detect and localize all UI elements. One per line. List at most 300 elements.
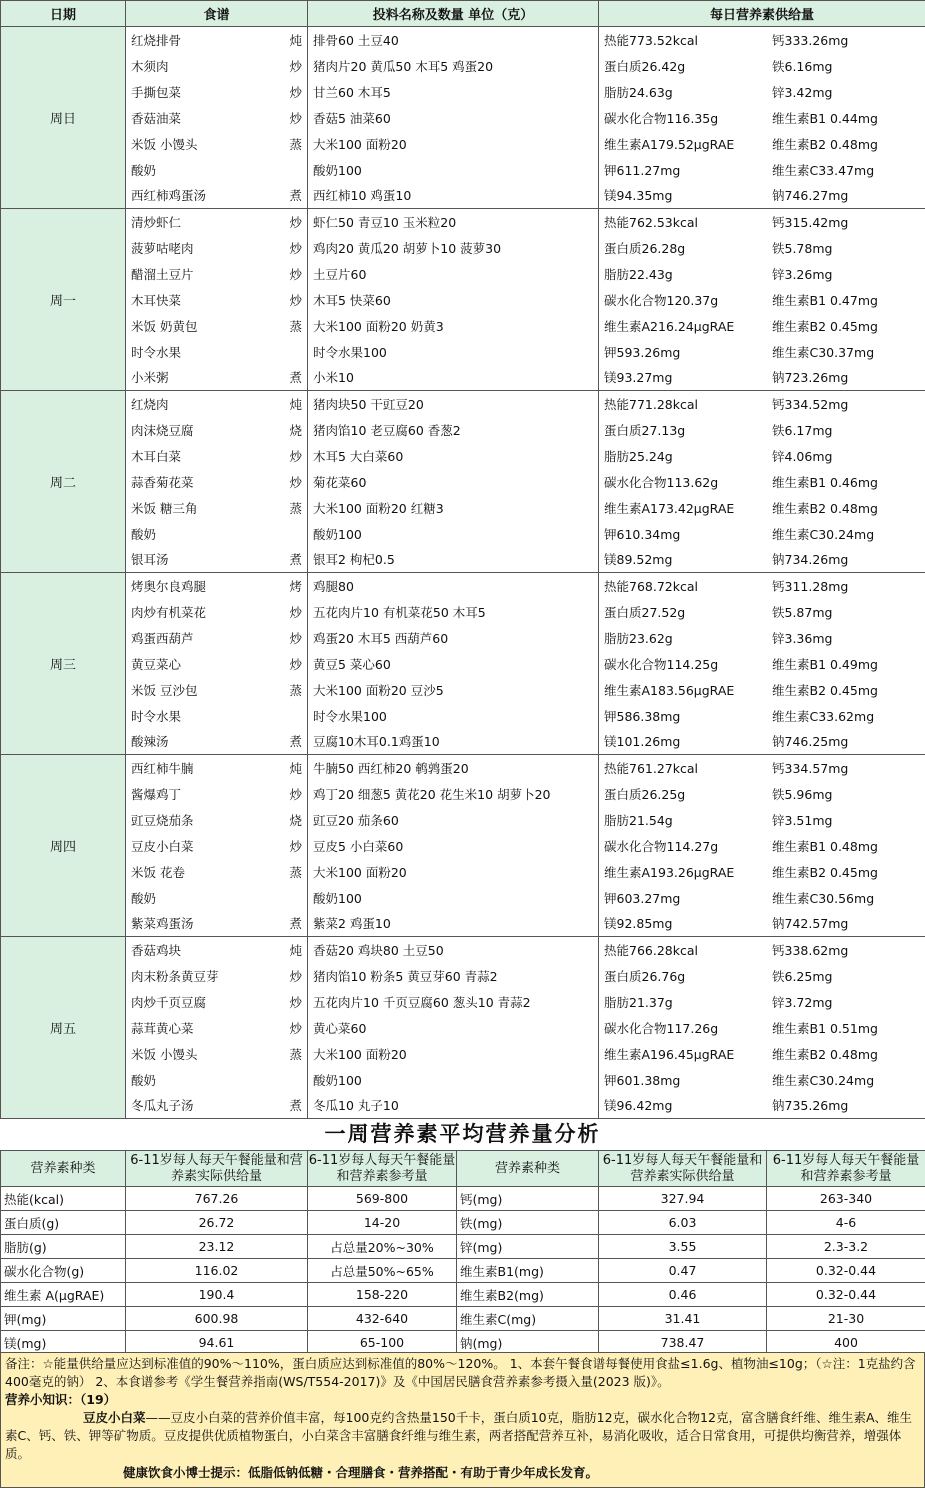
nutrition-line [604, 759, 920, 777]
ingredients-cell: 甘兰60 木耳5 [308, 79, 599, 105]
nutrient-name: 碳水化合物(g) [1, 1259, 126, 1283]
nutrient-value-2: 锌3.42mg [772, 84, 833, 100]
dish-line [131, 811, 302, 829]
menu-row [1, 209, 925, 235]
nutrition-cell [599, 157, 925, 183]
actual-value-2: 0.47 [599, 1259, 767, 1283]
nutrition-line [604, 265, 920, 283]
day-label: 周三 [1, 573, 126, 755]
nutrient-value-2: 维生素C30.37mg [772, 344, 875, 360]
dish-name: 蒜香菊花菜 [131, 474, 194, 490]
nutrient-analysis-table [0, 1150, 925, 1355]
nutrient-value-1: 镁101.26mg [604, 734, 681, 750]
nutrition-cell [599, 365, 925, 391]
dish-name: 肉炒有机菜花 [131, 604, 207, 620]
nutrient-value-2: 锌3.36mg [772, 630, 833, 646]
dish-name: 酸奶 [131, 162, 157, 178]
dish-cell [126, 911, 308, 937]
nutrient-value-1: 热能773.52kcal [604, 32, 698, 48]
dish-line [131, 499, 302, 517]
menu-row [1, 963, 925, 989]
analysis-row [1, 1283, 925, 1307]
nutrient-value-2: 钙338.62mg [772, 942, 849, 958]
cook-method: 炖 [289, 396, 302, 412]
nutrition-line [604, 135, 920, 153]
dish-cell [126, 365, 308, 391]
menu-row [1, 157, 925, 183]
dish-name: 米饭 小馒头 [131, 1046, 198, 1062]
dish-cell [126, 261, 308, 287]
nutrient-value-2: 钠746.25mg [772, 734, 849, 750]
nutrition-line [604, 1071, 920, 1089]
nutrition-line [604, 368, 920, 386]
dish-line [131, 707, 302, 725]
nutrient-value-2: 铁6.16mg [772, 58, 833, 74]
dish-name: 烤奥尔良鸡腿 [131, 578, 207, 594]
ingredients-cell: 大米100 面粉20 [308, 859, 599, 885]
dish-name: 醋溜土豆片 [131, 266, 194, 282]
dish-line [131, 186, 302, 204]
reference-value: 14-20 [308, 1211, 457, 1235]
menu-row [1, 391, 925, 417]
nutrient-value-2: 维生素B2 0.48mg [772, 500, 878, 516]
dish-name: 酸辣汤 [131, 734, 169, 750]
nutrition-line [604, 499, 920, 517]
actual-value: 190.4 [126, 1283, 308, 1307]
dish-cell [126, 1041, 308, 1067]
nutrient-value-1: 热能766.28kcal [604, 942, 698, 958]
nutrient-value-2: 锌4.06mg [772, 448, 833, 464]
dish-name: 清炒虾仁 [131, 214, 182, 230]
nutrient-name: 镁(mg) [1, 1331, 126, 1355]
ingredients-cell: 牛腩50 西红柿20 鹌鹑蛋20 [308, 755, 599, 781]
nutrient-value-2: 铁6.25mg [772, 968, 833, 984]
nutrition-cell [599, 79, 925, 105]
nutrition-line [604, 732, 920, 750]
ingredients-cell: 猪肉馅10 老豆腐60 香葱2 [308, 417, 599, 443]
analysis-row [1, 1235, 925, 1259]
nutrition-line [604, 811, 920, 829]
dish-name: 肉末粉条黄豆芽 [131, 968, 219, 984]
menu-row [1, 521, 925, 547]
actual-value: 26.72 [126, 1211, 308, 1235]
nutrient-value-1: 碳水化合物116.35g [604, 110, 719, 126]
dish-cell [126, 391, 308, 417]
nutrition-line [604, 343, 920, 361]
cook-method: 蒸 [289, 1046, 302, 1062]
nutrient-value-1: 热能771.28kcal [604, 396, 698, 412]
analysis-body [1, 1187, 925, 1355]
menu-row [1, 469, 925, 495]
nutrition-cell [599, 911, 925, 937]
menu-row [1, 261, 925, 287]
nutrition-line [604, 395, 920, 413]
day-label: 周一 [1, 209, 126, 391]
menu-row [1, 1015, 925, 1041]
menu-row [1, 547, 925, 573]
nutrition-cell [599, 937, 925, 963]
dish-cell [126, 651, 308, 677]
menu-row [1, 1093, 925, 1119]
dish-cell [126, 521, 308, 547]
actual-value-2: 0.46 [599, 1283, 767, 1307]
menu-row [1, 287, 925, 313]
nutrition-line [604, 967, 920, 985]
dish-line [131, 1045, 302, 1063]
menu-row [1, 339, 925, 365]
dish-cell [126, 1067, 308, 1093]
nutrient-value-1: 维生素A183.56μgRAE [604, 682, 735, 698]
reference-value: 65-100 [308, 1331, 457, 1355]
nutrient-value-1: 蛋白质26.25g [604, 786, 686, 802]
menu-row [1, 885, 925, 911]
dish-line [131, 759, 302, 777]
dish-line [131, 265, 302, 283]
dish-name: 菠萝咕咾肉 [131, 240, 194, 256]
nutrition-line [604, 213, 920, 231]
nutrition-line [604, 681, 920, 699]
nutrient-value-1: 热能768.72kcal [604, 578, 698, 594]
nutrient-value-2: 钙333.26mg [772, 32, 849, 48]
analysis-title: 一周营养素平均营养量分析 [324, 1121, 601, 1146]
reference-value: 432-640 [308, 1307, 457, 1331]
nutrient-value-2: 维生素B1 0.51mg [772, 1020, 878, 1036]
dish-name: 米饭 糖三角 [131, 500, 198, 516]
nutrition-line [604, 421, 920, 439]
cook-method: 烧 [289, 422, 302, 438]
dish-line [131, 655, 302, 673]
dish-line [131, 993, 302, 1011]
menu-row [1, 105, 925, 131]
nutrition-cell [599, 729, 925, 755]
nutrient-value-1: 镁89.52mg [604, 552, 673, 568]
cook-method: 炒 [289, 240, 302, 256]
menu-row [1, 417, 925, 443]
nutrition-cell [599, 521, 925, 547]
nutrient-value-1: 维生素A196.45μgRAE [604, 1046, 735, 1062]
dish-name: 小米粥 [131, 370, 169, 386]
analysis-row [1, 1187, 925, 1211]
nutrient-value-1: 维生素A216.24μgRAE [604, 318, 735, 334]
nutrient-value-2: 维生素C30.24mg [772, 526, 875, 542]
analysis-row [1, 1211, 925, 1235]
dish-cell [126, 885, 308, 911]
nutrient-value-1: 碳水化合物113.62g [604, 474, 719, 490]
nutrient-value-2: 维生素C30.56mg [772, 890, 875, 906]
ingredients-cell: 五花肉片10 有机菜花50 木耳5 [308, 599, 599, 625]
nutrient-value-1: 脂肪22.43g [604, 266, 673, 282]
dish-cell [126, 157, 308, 183]
nutrient-value-2: 维生素B1 0.47mg [772, 292, 878, 308]
nutrition-line [604, 161, 920, 179]
cook-method: 炖 [289, 32, 302, 48]
dish-name: 酱爆鸡丁 [131, 786, 182, 802]
dish-name: 豇豆烧茄条 [131, 812, 194, 828]
cook-method: 炒 [289, 968, 302, 984]
nutrient-value-2: 钙315.42mg [772, 214, 849, 230]
cook-method: 炒 [289, 110, 302, 126]
cook-method: 炒 [289, 656, 302, 672]
reference-value-2: 0.32-0.44 [767, 1259, 925, 1283]
ingredients-cell: 鸡蛋20 木耳5 西葫芦60 [308, 625, 599, 651]
nutrient-name-2: 铁(mg) [457, 1211, 599, 1235]
dish-line [131, 603, 302, 621]
day-label: 周二 [1, 391, 126, 573]
actual-value-2: 3.55 [599, 1235, 767, 1259]
remark-text: 备注：☆能量供给量应达到标准值的90%～110%，蛋白质应达到标准值的80%～120%。 1、本套午餐食谱每餐使用食盐≤1.6g、植物油≤10g；（☆注：1克盐约含400毫克的钠） 2、本食谱参考《学生餐营养指南(WS/T554-2017)》及《中国居民膳食营养素参考摄入量(2023 版)》。 [5, 1356, 916, 1389]
nutrient-value-2: 钠735.26mg [772, 1098, 849, 1114]
dish-name: 红烧排骨 [131, 32, 182, 48]
nutrient-value-1: 钾586.38mg [604, 708, 681, 724]
menu-row [1, 131, 925, 157]
nutrition-line [604, 473, 920, 491]
nutrition-cell [599, 391, 925, 417]
ingredients-cell: 猪肉片20 黄瓜50 木耳5 鸡蛋20 [308, 53, 599, 79]
ingredients-cell: 五花肉片10 千页豆腐60 葱头10 青蒜2 [308, 989, 599, 1015]
menu-row [1, 807, 925, 833]
nutrition-cell [599, 495, 925, 521]
nutrient-value-1: 碳水化合物117.26g [604, 1020, 719, 1036]
nutrient-value-1: 镁92.85mg [604, 916, 673, 932]
ingredients-cell: 冬瓜10 丸子10 [308, 1093, 599, 1119]
header-nutrition: 每日营养素供给量 [599, 1, 925, 27]
nutrition-cell [599, 781, 925, 807]
dish-line [131, 239, 302, 257]
dish-cell [126, 1015, 308, 1041]
dish-cell [126, 235, 308, 261]
analysis-row [1, 1331, 925, 1355]
dish-line [131, 421, 302, 439]
ingredients-cell: 酸奶100 [308, 521, 599, 547]
dish-cell [126, 781, 308, 807]
reference-value-2: 21-30 [767, 1307, 925, 1331]
dish-line [131, 161, 302, 179]
dish-line [131, 732, 302, 750]
nutrient-name-2: 维生素B1(mg) [457, 1259, 599, 1283]
nutrient-value-1: 钾601.38mg [604, 1072, 681, 1088]
menu-row [1, 729, 925, 755]
cook-method: 蒸 [289, 136, 302, 152]
nutrient-value-1: 钾610.34mg [604, 526, 681, 542]
actual-value: 116.02 [126, 1259, 308, 1283]
dish-cell [126, 53, 308, 79]
ingredients-cell: 时令水果100 [308, 339, 599, 365]
ingredients-cell: 酸奶100 [308, 157, 599, 183]
nutrition-line [604, 577, 920, 595]
dish-cell [126, 677, 308, 703]
nutrition-line [604, 239, 920, 257]
cook-method: 蒸 [289, 318, 302, 334]
ingredients-cell: 大米100 面粉20 红糖3 [308, 495, 599, 521]
nutrition-cell [599, 443, 925, 469]
nutrient-value-1: 维生素A173.42μgRAE [604, 500, 735, 516]
menu-row [1, 677, 925, 703]
nutrition-cell [599, 677, 925, 703]
nutrient-name: 脂肪(g) [1, 1235, 126, 1259]
actual-value-2: 738.47 [599, 1331, 767, 1355]
dish-line [131, 550, 302, 568]
cook-method: 炒 [289, 448, 302, 464]
dish-cell [126, 859, 308, 885]
cook-method: 炖 [289, 942, 302, 958]
dish-cell [126, 755, 308, 781]
nutrient-value-2: 钠742.57mg [772, 916, 849, 932]
nutrient-name-2: 维生素C(mg) [457, 1307, 599, 1331]
nutrient-value-1: 热能761.27kcal [604, 760, 698, 776]
nutrition-line [604, 1045, 920, 1063]
dish-line [131, 914, 302, 932]
tip-body [5, 1409, 920, 1463]
ingredients-cell: 黄心菜60 [308, 1015, 599, 1041]
dish-line [131, 57, 302, 75]
header-ingredients: 投料名称及数量 单位（克） [308, 1, 599, 27]
tip-text: ——豆皮小白菜的营养价值丰富，每100克约含热量150千卡，蛋白质10克，脂肪12克，碳水化合物12克，富含膳食纤维、维生素A、维生素C、钙、铁、钾等矿物质。豆皮提供优质植物蛋白，小白菜含丰富膳食纤维与维生素，两者搭配营养互补，易消化吸收，适合日常食用，可提供均衡营养，增强体质。 [5, 1410, 913, 1461]
dish-name: 木须肉 [131, 58, 169, 74]
reference-value: 569-800 [308, 1187, 457, 1211]
nutrition-line [604, 109, 920, 127]
dish-line [131, 317, 302, 335]
nutrition-cell [599, 755, 925, 781]
nutrient-name-2: 钙(mg) [457, 1187, 599, 1211]
nutrient-name-2: 锌(mg) [457, 1235, 599, 1259]
header-recipe: 食谱 [126, 1, 308, 27]
dish-name: 红烧肉 [131, 396, 169, 412]
dish-line [131, 941, 302, 959]
cook-method: 蒸 [289, 864, 302, 880]
nutrition-cell [599, 989, 925, 1015]
dish-cell [126, 209, 308, 235]
ingredients-cell: 大米100 面粉20 [308, 131, 599, 157]
cook-method: 炒 [289, 474, 302, 490]
dish-line [131, 291, 302, 309]
nutrition-cell [599, 131, 925, 157]
nutrition-line [604, 525, 920, 543]
dish-cell [126, 79, 308, 105]
dish-line [131, 629, 302, 647]
ingredients-cell: 豆皮5 小白菜60 [308, 833, 599, 859]
nutrient-value-2: 维生素B2 0.45mg [772, 864, 878, 880]
nutrient-value-2: 钙334.52mg [772, 396, 849, 412]
ingredients-cell: 排骨60 土豆40 [308, 27, 599, 53]
tips-heading: 营养小知识：（19） [5, 1392, 117, 1407]
dish-line [131, 1096, 302, 1114]
nutrition-line [604, 889, 920, 907]
dish-name: 紫菜鸡蛋汤 [131, 916, 194, 932]
ingredients-cell: 虾仁50 青豆10 玉米粒20 [308, 209, 599, 235]
actual-value-2: 327.94 [599, 1187, 767, 1211]
notes-panel [0, 1352, 925, 1488]
dish-line [131, 368, 302, 386]
dish-line [131, 473, 302, 491]
nutrient-value-1: 热能762.53kcal [604, 214, 698, 230]
cook-method: 烧 [289, 812, 302, 828]
reference-value-2: 0.32-0.44 [767, 1283, 925, 1307]
ingredients-cell: 大米100 面粉20 [308, 1041, 599, 1067]
dish-cell [126, 963, 308, 989]
nutrition-line [604, 629, 920, 647]
dish-name: 肉炒千页豆腐 [131, 994, 207, 1010]
nutrient-value-2: 维生素B1 0.46mg [772, 474, 878, 490]
cook-method: 煮 [289, 552, 302, 568]
dish-name: 西红柿鸡蛋汤 [131, 188, 207, 204]
dish-line [131, 889, 302, 907]
menu-row [1, 1067, 925, 1093]
nutrient-value-1: 镁96.42mg [604, 1098, 673, 1114]
nutrient-value-1: 脂肪25.24g [604, 448, 673, 464]
nutrient-name-2: 维生素B2(mg) [457, 1283, 599, 1307]
nutrition-cell [599, 703, 925, 729]
nutrient-name-2: 钠(mg) [457, 1331, 599, 1355]
dish-cell [126, 729, 308, 755]
dish-name: 米饭 小馒头 [131, 136, 198, 152]
nutrition-cell [599, 209, 925, 235]
dish-name: 银耳汤 [131, 552, 169, 568]
nutrient-value-2: 锌3.26mg [772, 266, 833, 282]
cook-method: 炒 [289, 266, 302, 282]
nutrient-value-2: 锌3.72mg [772, 994, 833, 1010]
nutrition-cell [599, 573, 925, 599]
nutrient-value-2: 钠746.27mg [772, 188, 849, 204]
nutrition-line [604, 941, 920, 959]
menu-row [1, 443, 925, 469]
nutrition-line [604, 707, 920, 725]
nutrient-value-2: 钠723.26mg [772, 370, 849, 386]
nutrition-cell [599, 1093, 925, 1119]
menu-row [1, 79, 925, 105]
header-reference-2: 6-11岁每人每天午餐能量和营养素参考量 [767, 1151, 925, 1187]
menu-row [1, 1041, 925, 1067]
nutrition-line [604, 993, 920, 1011]
cook-method: 炒 [289, 84, 302, 100]
actual-value: 23.12 [126, 1235, 308, 1259]
nutrient-value-2: 铁6.17mg [772, 422, 833, 438]
dish-line [131, 681, 302, 699]
ingredients-cell: 鸡丁20 细葱5 黄花20 花生米10 胡萝卜20 [308, 781, 599, 807]
menu-row [1, 781, 925, 807]
actual-value: 767.26 [126, 1187, 308, 1211]
ingredients-cell: 土豆片60 [308, 261, 599, 287]
dish-cell [126, 27, 308, 53]
cook-method: 烤 [289, 578, 302, 594]
dish-cell [126, 469, 308, 495]
reference-value: 占总量50%~65% [308, 1259, 457, 1283]
nutrition-line [604, 1096, 920, 1114]
nutrition-line [604, 655, 920, 673]
dish-line [131, 109, 302, 127]
nutrient-value-1: 钾603.27mg [604, 890, 681, 906]
dish-name: 黄豆菜心 [131, 656, 182, 672]
nutrition-cell [599, 599, 925, 625]
cook-method: 炒 [289, 838, 302, 854]
reference-value: 占总量20%~30% [308, 1235, 457, 1259]
cook-method: 炒 [289, 58, 302, 74]
nutrient-value-2: 钙334.57mg [772, 760, 849, 776]
nutrition-cell [599, 313, 925, 339]
nutrition-cell [599, 53, 925, 79]
nutrient-value-2: 维生素B1 0.49mg [772, 656, 878, 672]
nutrition-cell [599, 287, 925, 313]
nutrition-line [604, 550, 920, 568]
nutrient-value-2: 钙311.28mg [772, 578, 849, 594]
dish-line [131, 135, 302, 153]
dish-cell [126, 547, 308, 573]
nutrient-value-2: 维生素B2 0.48mg [772, 136, 878, 152]
dish-name: 木耳白菜 [131, 448, 182, 464]
nutrient-value-2: 维生素B2 0.48mg [772, 1046, 878, 1062]
dish-cell [126, 807, 308, 833]
menu-body [1, 27, 925, 1119]
dish-cell [126, 989, 308, 1015]
